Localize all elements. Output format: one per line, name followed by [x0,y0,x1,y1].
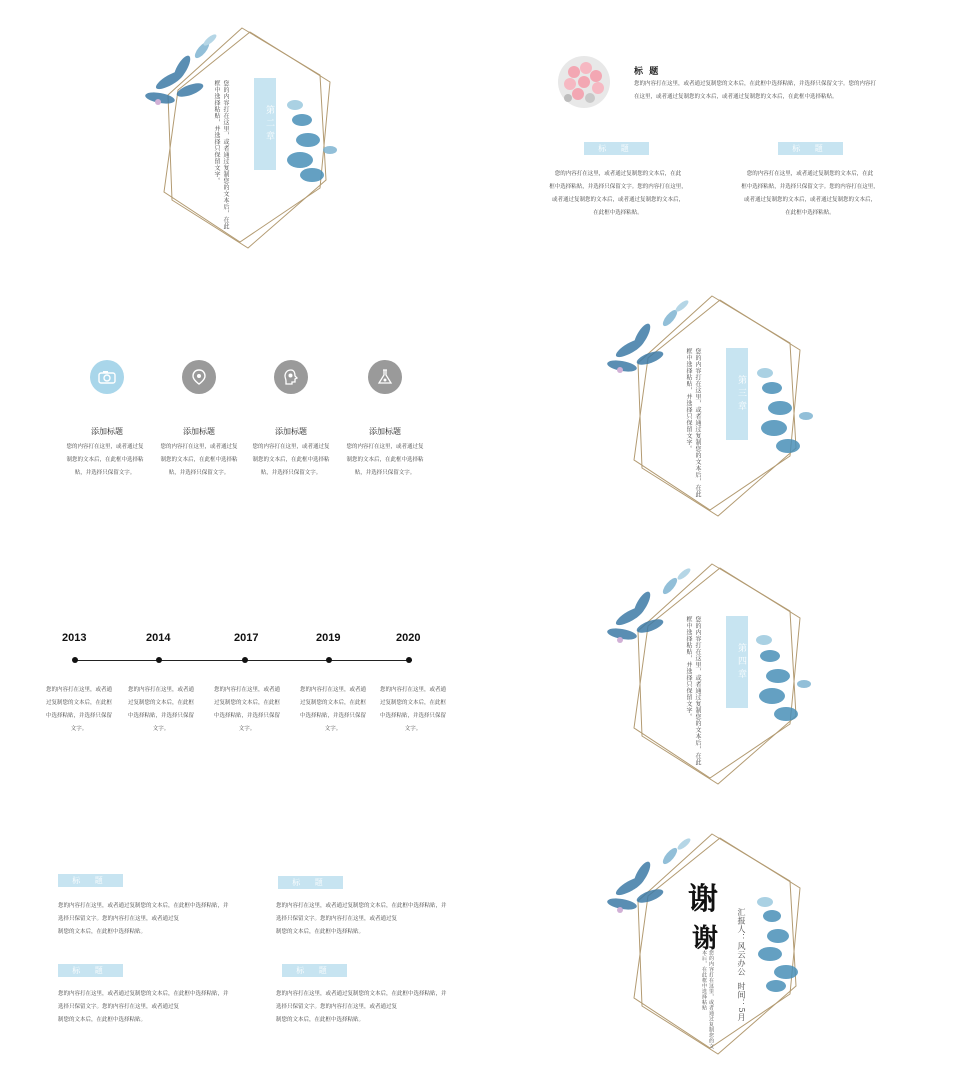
paragraph-line: 您的内容打在这里，或者通过复制您的文本后，在此框中选择粘贴，并 [58,991,229,997]
column-right-line: 或者通过复制您的文本后，或者通过复制您的文本后， [743,197,876,203]
paragraph-line: 选择只保留文字。您的内容打在这里，或者通过复 [58,1004,180,1010]
eucalyptus-leaves-icon [600,288,840,528]
thanks-body-text: 您的内容打在这里，或者通过复制您的文本后，在此框中选择粘贴 [701,950,714,1049]
timeline-year: 2014 [146,632,171,644]
feature-item [236,340,336,480]
timeline-desc-line: 中选择粘贴，并选择只保留 [45,713,112,719]
slide-tagged-paragraphs [40,860,480,1040]
chapter-body-text: 您的内容打在这里，或者通过复制您的文本后，在此框中选择粘贴，并选择只保留文字。 [685,616,701,766]
paragraph-text [58,900,258,939]
timeline-desc-line: 您的内容打在这里，或者通 [379,687,446,693]
feature-item [144,340,244,480]
paragraph-line: 您的内容打在这里，或者通过复制您的文本后，在此框中选择粘贴，并 [276,903,447,909]
paragraph-line: 选择只保留文字。您的内容打在这里，或者通过复 [58,916,180,922]
feature-desc-line: 您的内容打在这里，或者通过复 [252,444,330,450]
feature-desc-line: 贴，并选择只保留文字。 [260,470,322,476]
paragraph-line: 制您的文本后，在此框中选择粘贴。 [276,1017,365,1023]
timeline-desc-line: 文字。 [404,726,422,732]
chapter-body-text: 您的内容打在这里，或者通过复制您的文本后，在此框中选择粘贴，并选择只保留文字。 [213,80,229,230]
chapter-body-text: 您的内容打在这里，或者通过复制您的文本后，在此框中选择粘贴，并选择只保留文字。 [685,348,701,498]
feature-desc-line: 制您的文本后，在此框中选择粘 [346,457,424,463]
feature-title: 添加标题 [183,427,215,436]
paragraph-tag: 标 题 [278,876,343,889]
thanks-char-2: 谢 [692,924,719,954]
column-right-line: 框中选择粘贴，并选择只保留文字。您的内容打在这里， [741,184,879,190]
reporter-text: 汇报人：风云办公 [737,908,746,976]
paragraph-line: 选择只保留文字。您的内容打在这里，或者通过复 [276,916,398,922]
timeline-year: 2019 [316,632,341,644]
slide-chapter-two [130,20,370,260]
thanks-char-1: 谢 [688,882,718,917]
column-tag-left: 标 题 [584,142,649,155]
feature-desc-line: 制您的文本后，在此框中选择粘 [66,457,144,463]
eucalyptus-leaves-icon [600,826,840,1066]
camera-icon [90,360,124,394]
column-tag-right: 标 题 [778,142,843,155]
timeline-desc-line: 您的内容打在这里，或者通 [45,687,112,693]
intro-line-1: 您的内容打在这里，或者通过复制您的文本后，在此框中选择粘贴，并选择只保留文字。您的内容打 [634,81,877,87]
time-text: 时间：5月 [737,982,746,1022]
paragraph-line: 制您的文本后，在此框中选择粘贴。 [58,929,147,935]
paragraph-line: 制您的文本后，在此框中选择粘贴。 [58,1017,147,1023]
chapter-label: 第四章 [726,616,748,708]
slide-chapter-four [600,556,840,796]
timeline-desc-line: 您的内容打在这里，或者通 [299,687,366,693]
slide-title-columns [540,30,940,230]
timeline-desc-line: 过复制您的文本后，在此框 [213,700,280,706]
paragraph-text [58,988,258,1027]
column-left-line: 或者通过复制您的文本后，或者通过复制您的文本后， [551,197,684,203]
paragraph-tag: 标 题 [58,964,123,977]
timeline-desc-line: 文字。 [238,726,256,732]
column-left-line: 您的内容打在这里，或者通过复制您的文本后，在此 [554,171,682,177]
feature-desc-line: 您的内容打在这里，或者通过复 [346,444,424,450]
head-gear-icon [274,360,308,394]
timeline-desc-line: 文字。 [324,726,342,732]
timeline-desc-line: 中选择粘贴，并选择只保留 [299,713,366,719]
timeline-desc-line: 过复制您的文本后，在此框 [127,700,194,706]
timeline-desc [40,684,118,736]
timeline-desc-line: 中选择粘贴，并选择只保留 [213,713,280,719]
timeline-dot [156,657,162,663]
timeline-desc-line: 中选择粘贴，并选择只保留 [127,713,194,719]
timeline-desc-line: 中选择粘贴，并选择只保留 [379,713,446,719]
timeline-dot [72,657,78,663]
feature-desc-line: 您的内容打在这里，或者通过复 [160,444,238,450]
timeline-desc-line: 过复制您的文本后，在此框 [45,700,112,706]
column-right-line: 在此框中选择粘贴。 [785,210,835,216]
paragraph-line: 您的内容打在这里，或者通过复制您的文本后，在此框中选择粘贴，并 [276,991,447,997]
feature-desc-line: 贴，并选择只保留文字。 [74,470,136,476]
feature-desc-line: 制您的文本后，在此框中选择粘 [160,457,238,463]
timeline-dot [242,657,248,663]
slide-title: 标 题 [634,67,659,77]
timeline-desc [294,684,372,736]
feature-desc-line: 您的内容打在这里，或者通过复 [66,444,144,450]
timeline-dot [326,657,332,663]
paragraph-tag: 标 题 [58,874,123,887]
column-right-line: 您的内容打在这里，或者通过复制您的文本后，在此 [746,171,874,177]
paragraph-line: 选择只保留文字。您的内容打在这里，或者通过复 [276,1004,398,1010]
slide-chapter-three [600,288,840,528]
flower-cluster-icon [556,54,612,110]
paragraph-line: 制您的文本后，在此框中选择粘贴。 [276,929,365,935]
feature-title: 添加标题 [91,427,123,436]
paragraph-text [276,900,476,939]
slide-icon-features [40,340,460,500]
timeline-desc-line: 您的内容打在这里，或者通 [127,687,194,693]
feature-desc-line: 贴，并选择只保留文字。 [354,470,416,476]
flask-icon [368,360,402,394]
timeline-year: 2017 [234,632,259,644]
location-pin-icon [182,360,216,394]
chapter-label: 第二章 [254,78,276,170]
intro-line-2: 在这里，或者通过复制您的文本后，或者通过复制您的文本后，在此框中选择粘贴。 [634,94,838,100]
slide-timeline [40,620,460,750]
timeline-year: 2020 [396,632,421,644]
feature-title: 添加标题 [369,427,401,436]
timeline-desc [122,684,200,736]
feature-desc [330,441,440,480]
paragraph-tag: 标 题 [282,964,347,977]
slide-thanks [600,826,840,1066]
timeline-desc-line: 文字。 [152,726,170,732]
feature-desc-line: 贴，并选择只保留文字。 [168,470,230,476]
paragraph-text [276,988,476,1027]
timeline-desc-line: 过复制您的文本后，在此框 [299,700,366,706]
column-right-text [740,168,880,220]
feature-desc-line: 制您的文本后，在此框中选择粘 [252,457,330,463]
timeline-year: 2013 [62,632,87,644]
feature-item [50,340,150,480]
chapter-label: 第三章 [726,348,748,440]
timeline-desc [374,684,452,736]
timeline-desc-line: 过复制您的文本后，在此框 [379,700,446,706]
timeline-desc-line: 文字。 [70,726,88,732]
column-left-text [548,168,688,220]
feature-title: 添加标题 [275,427,307,436]
timeline-desc [208,684,286,736]
timeline-dot [406,657,412,663]
timeline-desc-line: 您的内容打在这里，或者通 [213,687,280,693]
paragraph-line: 您的内容打在这里，或者通过复制您的文本后，在此框中选择粘贴，并 [58,903,229,909]
eucalyptus-leaves-icon [600,556,840,796]
feature-item [330,340,430,480]
column-left-line: 在此框中选择粘贴。 [593,210,643,216]
column-left-line: 框中选择粘贴，并选择只保留文字。您的内容打在这里， [549,184,687,190]
eucalyptus-leaves-icon [130,20,370,260]
